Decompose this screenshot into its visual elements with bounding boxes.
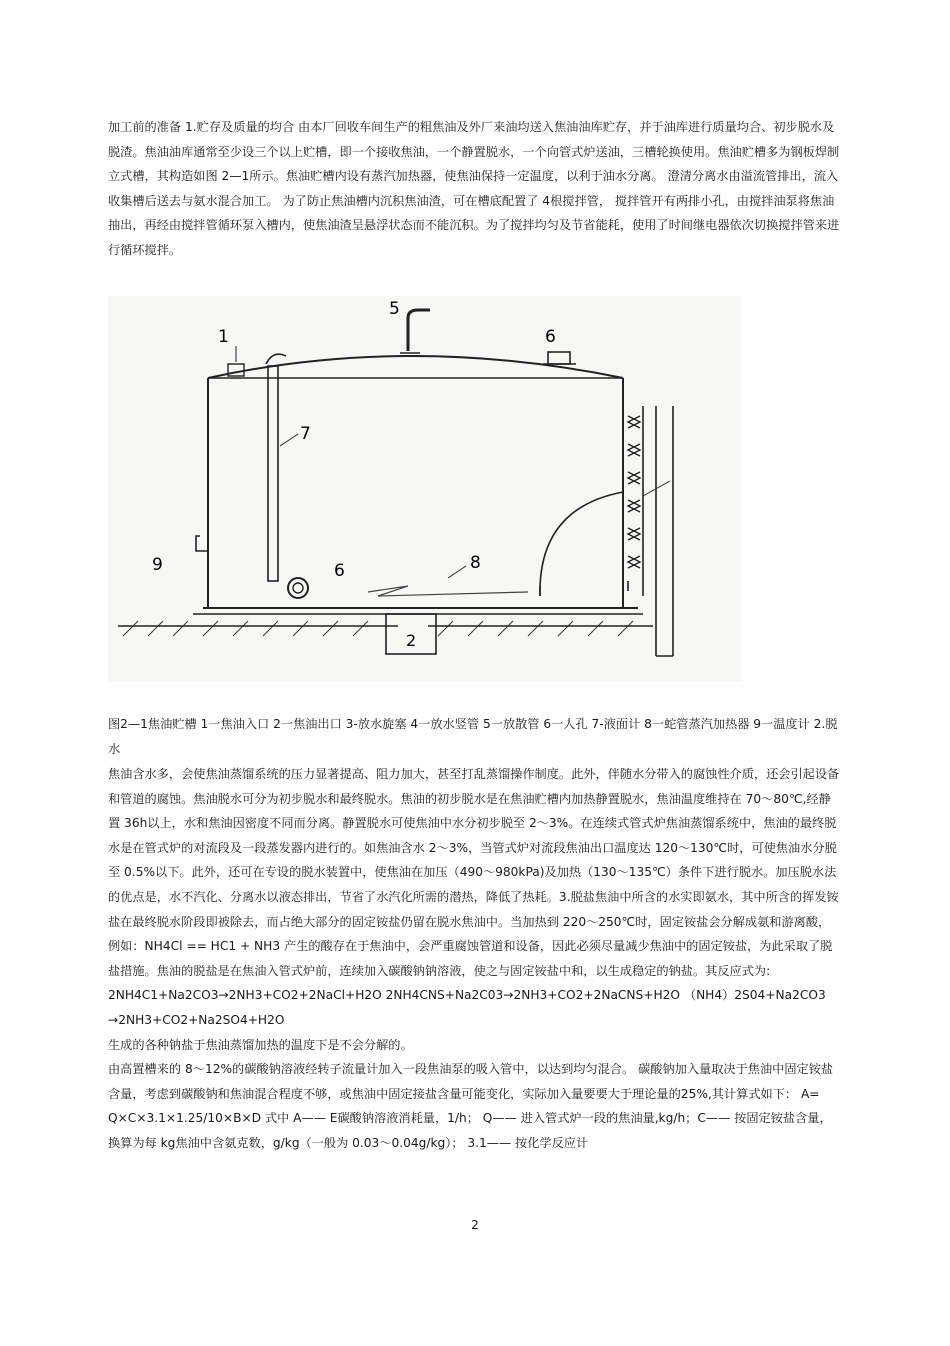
figure-background <box>108 296 742 682</box>
dewatering-section <box>108 762 842 1156</box>
label-5: 5 <box>389 299 400 319</box>
body-paragraph: 焦油含水多，会使焦油蒸馏系统的压力显著提高、阻力加大，甚至打乱蒸馏操作制度。此外，伴随水分带入的腐蚀性介质，还会引起设备和管道的腐蚀。焦油脱水可分为初步脱水和最终脱水。焦油的初步脱水是在焦油贮槽内加热静置脱水，焦油温度维持在 70～80℃,经静置 36h以上，水和焦油因密度不同而分离。静置脱水可使焦油中水分初步脱至 2～3%。在连续式管式炉焦油蒸馏系统中，焦油的最终脱水是在管式炉的对流段及一段蒸发器内进行的。如焦油含水 2～3%，当管式炉对流段焦油出口温度达 120～130℃时，可使焦油水分脱至 0.5%以下。此外，还可在专设的脱水装置中，使焦油在加压（490～980kPa)及加热（130～135℃）条件下进行脱水。加压脱水法的优点是，水不汽化、分离水以液态排出，节省了水汽化所需的潜热，降低了热耗。3.脱盐焦油中所含的水实即氨水，其中所含的挥发铵盐在最终脱水阶段即被除去，而占绝大部分的固定铵盐仍留在脱水焦油中。当加热到 220～250℃时，固定铵盐会分解成氨和游离酸，例如：NH4Cl == HC1 + NH3 产生的酸存在于焦油中，会严重腐蚀管道和设备，因此必须尽量减少焦油中的固定铵盐，为此采取了脱盐措施。焦油的脱盐是在焦油入管式炉前，连续加入碳酸钠钠溶液，使之与固定铵盐中和，以生成稳定的钠盐。其反应式为: <box>108 767 840 978</box>
label-6-bottom: 6 <box>334 561 345 581</box>
label-1: 1 <box>218 327 229 347</box>
line-after-formula: 生成的各种钠盐于焦油蒸馏加热的温度下是不会分解的。 <box>108 1037 413 1052</box>
formula-line-1: 2NH4C1+Na2CO3→2NH3+CO2+2NaCl+H2O 2NH4CNS+Na2C03→2NH3+CO2+2NaCNS+H2O （NH4）2S04+Na2CO3 <box>108 988 826 1003</box>
label-7: 7 <box>300 424 311 444</box>
figure-caption <box>108 712 842 761</box>
intro-text: 加工前的准备 1.贮存及质量的均合 由本厂回收车间生产的粗焦油及外厂来油均送入焦油油库贮存，并于油库进行质量均合、初步脱水及脱渣。焦油油库通常至少设三个以上贮槽，即一个接收焦油，一个静置脱水，一个向管式炉送油，三槽轮换使用。焦油贮槽多为钢板焊制立式槽，其构造如图 2—1所示。焦油贮槽内设有蒸汽加热器，使焦油保持一定温度，以利于油水分离。 澄清分离水由溢流管排出，流入收集槽后送去与氨水混合加工。 为了防止焦油槽内沉积焦油渣，可在槽底配置了 4根搅拌管， 搅拌管开有两排小孔，由搅拌油泵将焦油抽出，再经由搅拌管循环泵入槽内，使焦油渣呈悬浮状态而不能沉积。为了搅拌均匀及节省能耗，使用了时间继电器依次切换搅拌管来进行循环搅拌。 <box>108 120 840 257</box>
label-8: 8 <box>470 553 481 573</box>
tar-storage-tank-figure <box>108 296 742 682</box>
label-2: 2 <box>406 631 417 650</box>
intro-paragraph <box>108 115 842 263</box>
tank-diagram <box>108 296 742 682</box>
final-paragraph: 由高置槽来的 8～12%的碳酸钠溶液经转子流量计加入一段焦油泵的吸入管中，以达到均匀混合。 碳酸钠加入量取决于焦油中固定铵盐含量，考虑到碳酸钠和焦油混合程度不够，或焦油中固定接盐含量可能变化，实际加入量要要大于理论量的25%,其计算式如下： A= Q×C×3.1×1.25/10×B×D 式中 A—— E碳酸钠溶液消耗量，1/h； Q—— 进入管式炉一段的焦油量,kg/h；C—— 按固定铵盐含量，换算为每 kg焦油中含氨克数，g/kg（一般为 0.03～0.04g/kg）； 3.1—— 按化学反应计 <box>108 1062 834 1150</box>
formula-line-2: →2NH3+CO2+Na2SO4+H2O <box>108 1012 285 1027</box>
page-number: 2 <box>471 1218 479 1232</box>
label-9: 9 <box>152 555 163 575</box>
caption-text: 图2—1焦油贮槽 1一焦油入口 2一焦油出口 3-放水旋塞 4一放水竖管 5一放散管 6一人孔 7-液面计 8一蛇管蒸汽加热器 9一温度计 2.脱水 <box>108 717 838 756</box>
label-6-top: 6 <box>545 327 556 347</box>
